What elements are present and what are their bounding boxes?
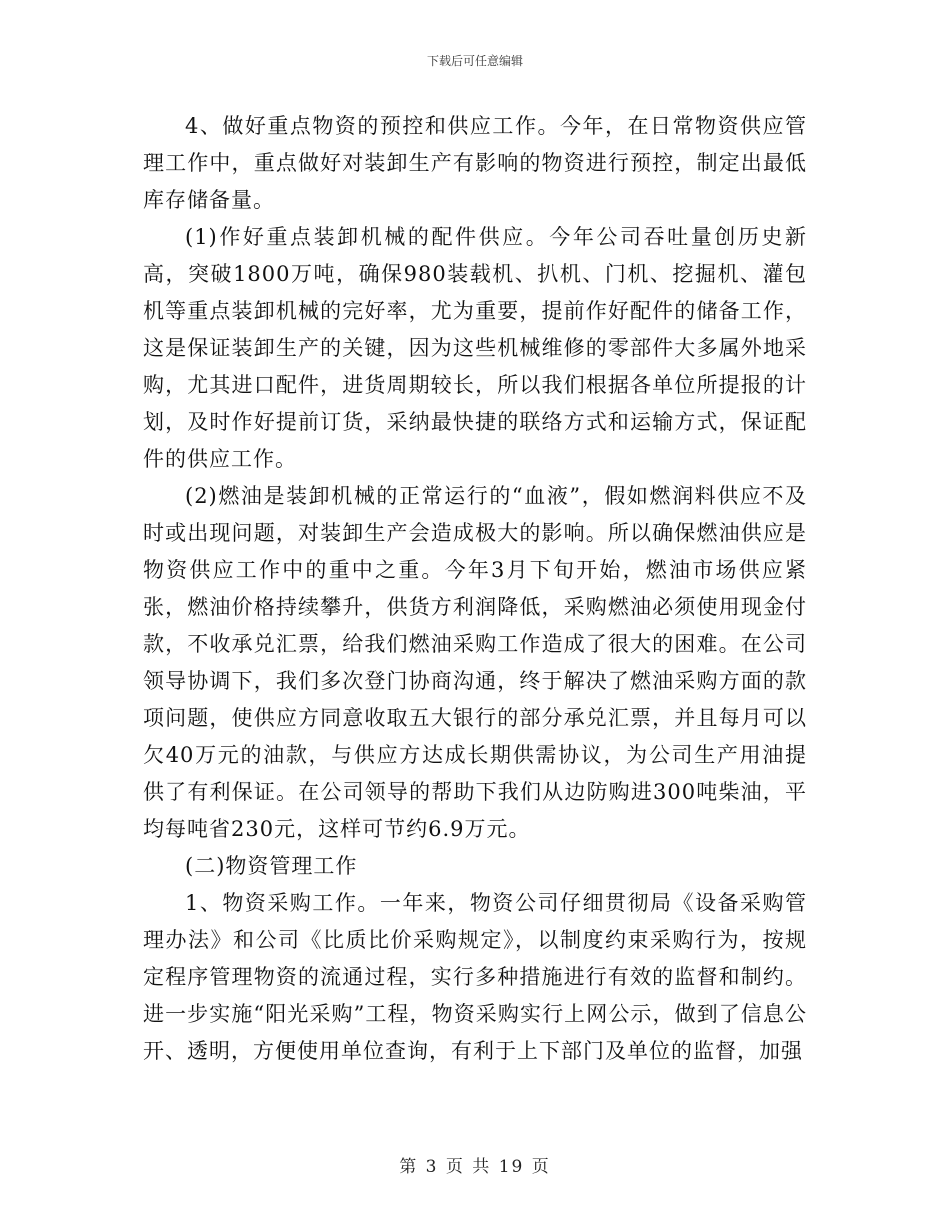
paragraph-spare-parts: (1)作好重点装卸机械的配件供应。今年公司吞吐量创历史新高，突破1800万吨，确保980装载机、扒机、门机、挖掘机、灌包机等重点装卸机械的完好率，尤为重要，提前作好配件的储备工作，这是保证装卸生产的关键，因为这些机械维修的零部件大多属外地采购，尤其进口配件，进货周期较长，所以我们根据各单位所提报的计划，及时作好提前订货，采纳最快捷的联络方式和运输方式，保证配件的供应工作。 bbox=[143, 225, 807, 471]
paragraph-key-materials: 4、做好重点物资的预控和供应工作。今年，在日常物资供应管理工作中，重点做好对装卸生产有影响的物资进行预控，制定出最低库存储备量。 bbox=[143, 114, 807, 212]
document-body bbox=[143, 108, 807, 1070]
header-note: 下载后可任意编辑 bbox=[426, 54, 523, 68]
section-heading-materials-management: (二)物资管理工作 bbox=[185, 854, 358, 878]
page-number-footer: 第 3 页 共 19 页 bbox=[399, 1157, 551, 1177]
paragraph-procurement: 1、物资采购工作。一年来，物资公司仔细贯彻局《设备采购管理办法》和公司《比质比价采购规定》，以制度约束采购行为，按规定程序管理物资的流通过程，实行多种措施进行有效的监督和制约。进一步实施“阳光采购”工程，物资采购实行上网公示，做到了信息公开、透明，方便使用单位查询，有利于上下部门及单位的监督，加强 bbox=[143, 891, 807, 1063]
paragraph-fuel-supply: (2)燃油是装卸机械的正常运行的“血液”，假如燃润料供应不及时或出现问题，对装卸生产会造成极大的影响。所以确保燃油供应是物资供应工作中的重中之重。今年3月下旬开始，燃油市场供应紧张，燃油价格持续攀升，供货方利润降低，采购燃油必须使用现金付款，不收承兑汇票，给我们燃油采购工作造成了很大的困难。在公司领导协调下，我们多次登门协商沟通，终于解决了燃油采购方面的款项问题，使供应方同意收取五大银行的部分承兑汇票，并且每月可以欠40万元的油款，与供应方达成长期供需协议，为公司生产用油提供了有利保证。在公司领导的帮助下我们从边防购进300吨柴油，平均每吨省230元，这样可节约6.9万元。 bbox=[143, 484, 807, 841]
